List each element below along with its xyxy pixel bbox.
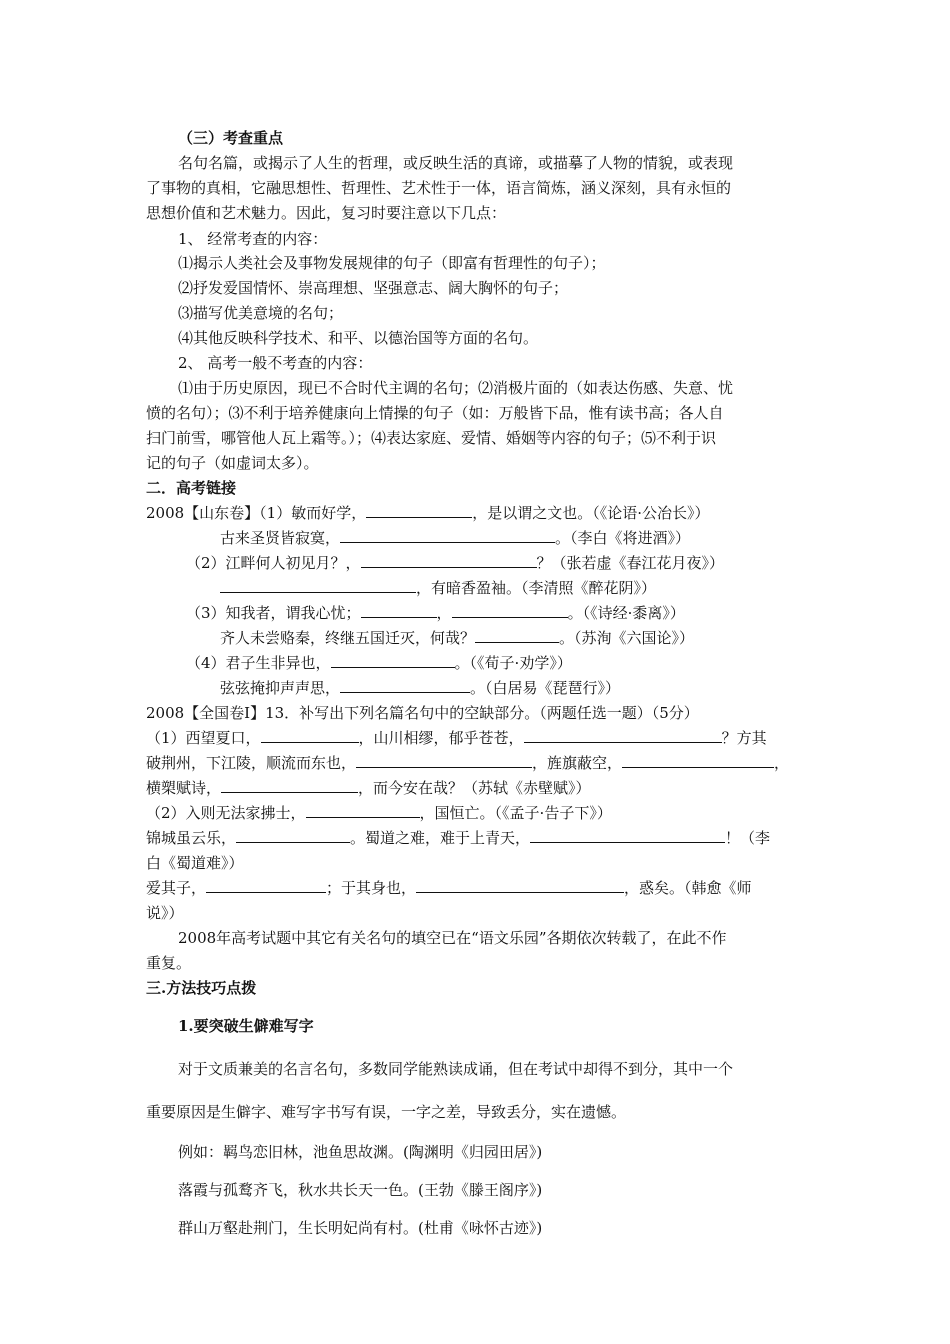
question-text: ，而今安在哉？（苏轼《赤壁赋》） bbox=[358, 779, 591, 797]
example-line: 落霞与孤鹜齐飞，秋水共长天一色。(王勃《滕王阁序》) bbox=[178, 1181, 543, 1199]
question-text: ，旌旗蔽空， bbox=[532, 754, 623, 772]
example-line: 例如：羁鸟恋旧林，池鱼思故渊。(陶渊明《归园田居》) bbox=[178, 1143, 543, 1161]
intro-line-2: 了事物的真相，它融思想性、哲理性、艺术性于一体，语言简炼，涵义深刻，具有永恒的 bbox=[146, 179, 732, 197]
section-heading-key-points: （三）考查重点 bbox=[178, 129, 284, 147]
not-tested-line-3: 扫门前雪，哪管他人瓦上霜等。）；⑷表达家庭、爱情、婚姻等内容的句子；⑸不利于识 bbox=[146, 429, 717, 447]
often-tested-item: ⑴揭示人类社会及事物发展规律的句子（即富有哲理性的句子）； bbox=[178, 254, 606, 272]
answer-blank[interactable] bbox=[452, 603, 568, 618]
question-text: 。蜀道之难，难于上青天， bbox=[350, 829, 531, 847]
shandong-q3-line bbox=[186, 603, 685, 623]
answer-blank[interactable] bbox=[356, 753, 532, 768]
national-q13-row-2 bbox=[146, 753, 789, 773]
question-text: 。（白居易《琵琶行》） bbox=[470, 679, 621, 697]
national-q13-title: 2008【全国卷Ⅰ】13．补写出下列名篇名句中的空缺部分。（两题任选一题）（5分） bbox=[146, 704, 699, 722]
question-text: 2008【山东卷】（1）敏而好学， bbox=[146, 504, 367, 522]
answer-blank[interactable] bbox=[331, 653, 455, 668]
answer-blank[interactable] bbox=[340, 678, 470, 693]
answer-blank[interactable] bbox=[475, 628, 559, 643]
intro-line-3: 思想价值和艺术魅力。因此，复习时要注意以下几点： bbox=[146, 204, 507, 222]
answer-blank[interactable] bbox=[206, 878, 326, 893]
question-text: （2）入则无法家拂士， bbox=[146, 804, 306, 822]
answer-blank[interactable] bbox=[622, 753, 774, 768]
not-tested-line-1: ⑴由于历史原因，现已不合时代主调的名句；⑵消极片面的（如表达伤感、失意、忧 bbox=[178, 379, 734, 397]
section-heading-exam-links: 二．高考链接 bbox=[146, 479, 237, 497]
not-tested-line-4: 记的句子（如虚词太多）。 bbox=[146, 454, 319, 472]
section-heading-methods: 三.方法技巧点拨 bbox=[146, 979, 257, 997]
question-text: 古来圣贤皆寂寞， bbox=[220, 529, 341, 547]
answer-blank[interactable] bbox=[361, 603, 437, 618]
question-text: 横槊赋诗， bbox=[146, 779, 222, 797]
national-q13-row-1 bbox=[146, 728, 767, 748]
answer-blank[interactable] bbox=[524, 728, 722, 743]
shandong-q2b-line bbox=[220, 578, 656, 598]
often-tested-item: ⑶描写优美意境的名句； bbox=[178, 304, 344, 322]
national-q13-row-4 bbox=[146, 803, 612, 823]
often-tested-item: ⑵抒发爱国情怀、崇高理想、坚强意志、阔大胸怀的句子； bbox=[178, 279, 569, 297]
shandong-q3b-line bbox=[220, 628, 694, 648]
question-text: 。（苏洵《六国论》） bbox=[559, 629, 695, 647]
question-text: 。（《诗经·黍离》） bbox=[567, 604, 685, 622]
question-text: 。（李白《将进酒》） bbox=[555, 529, 691, 547]
question-text: （2）江畔何人初见月？， bbox=[186, 554, 361, 572]
not-tested-line-2: 愤的名句）；⑶不利于培养健康向上情操的句子（如：万般皆下品，惟有读书高；各人自 bbox=[146, 404, 724, 422]
question-text: 齐人未尝赂秦，终继五国迁灭，何哉？ bbox=[220, 629, 476, 647]
answer-blank[interactable] bbox=[261, 728, 359, 743]
example-line: 群山万壑赴荆门，生长明妃尚有村。(杜甫《咏怀古迹》) bbox=[178, 1219, 543, 1237]
not-tested-title: 2、 高考一般不考查的内容： bbox=[178, 354, 373, 372]
question-text: ， bbox=[436, 604, 452, 622]
subheading-rare-characters: 1.要突破生僻难写字 bbox=[178, 1017, 314, 1035]
answer-blank[interactable] bbox=[340, 528, 555, 543]
answer-blank[interactable] bbox=[366, 503, 472, 518]
national-q13-row-5 bbox=[146, 828, 770, 848]
national-q13-row-8: 说》） bbox=[146, 904, 184, 922]
often-tested-title: 1、 经常考查的内容： bbox=[178, 230, 328, 248]
national-q13-row-6: 白《蜀道难》） bbox=[146, 854, 244, 872]
national-q13-row-7 bbox=[146, 878, 752, 898]
question-text: （1）西望夏口， bbox=[146, 729, 261, 747]
question-text: 爱其子， bbox=[146, 879, 207, 897]
shandong-q4b-line bbox=[220, 678, 620, 698]
shandong-q1b-line bbox=[220, 528, 690, 548]
shandong-q2-line bbox=[186, 553, 724, 573]
question-text: ？（张若虚《春江花月夜》） bbox=[536, 554, 725, 572]
national-q13-row-3 bbox=[146, 778, 591, 798]
question-text: ，有暗香盈袖。（李清照《醉花阴》） bbox=[416, 579, 657, 597]
question-text: 。（《荀子·劝学》） bbox=[454, 654, 572, 672]
answer-blank[interactable] bbox=[530, 828, 725, 843]
question-text: （4）君子生非异也， bbox=[186, 654, 331, 672]
question-text: ！（李 bbox=[725, 829, 771, 847]
question-text: ，国恒亡。（《孟子·告子下》） bbox=[419, 804, 612, 822]
shandong-q1-line bbox=[146, 503, 710, 523]
question-text: ；于其身也， bbox=[326, 879, 417, 897]
question-text: ，山川相缪，郁乎苍苍， bbox=[358, 729, 524, 747]
method-paragraph-line-2: 重要原因是生僻字、难写字书写有误，一字之差，导致丢分，实在遗憾。 bbox=[146, 1103, 627, 1121]
note-line-1: 2008年高考试题中其它有关名句的填空已在“语文乐园”各期依次转载了，在此不作 bbox=[178, 929, 727, 947]
answer-blank[interactable] bbox=[306, 803, 420, 818]
answer-blank[interactable] bbox=[416, 878, 624, 893]
question-text: （3）知我者，谓我心忧； bbox=[186, 604, 361, 622]
answer-blank[interactable] bbox=[221, 778, 358, 793]
question-text: ， bbox=[774, 754, 790, 772]
question-text: 破荆州，下江陵，顺流而东也， bbox=[146, 754, 357, 772]
question-text: ，惑矣。（韩愈《师 bbox=[624, 879, 752, 897]
question-text: 弦弦掩抑声声思， bbox=[220, 679, 341, 697]
answer-blank[interactable] bbox=[236, 828, 350, 843]
question-text: ，是以谓之文也。（《论语·公冶长》） bbox=[472, 504, 710, 522]
question-text: 锦城虽云乐， bbox=[146, 829, 237, 847]
note-line-2: 重复。 bbox=[146, 954, 192, 972]
method-paragraph-line-1: 对于文质兼美的名言名句，多数同学能熟读成诵，但在考试中却得不到分，其中一个 bbox=[178, 1060, 734, 1078]
shandong-q4-line bbox=[186, 653, 572, 673]
intro-line-1: 名句名篇，或揭示了人生的哲理，或反映生活的真谛，或描摹了人物的情貌，或表现 bbox=[178, 154, 734, 172]
answer-blank[interactable] bbox=[361, 553, 537, 568]
answer-blank[interactable] bbox=[220, 578, 416, 593]
often-tested-item: ⑷其他反映科学技术、和平、以德治国等方面的名句。 bbox=[178, 329, 539, 347]
question-text: ？方其 bbox=[721, 729, 767, 747]
